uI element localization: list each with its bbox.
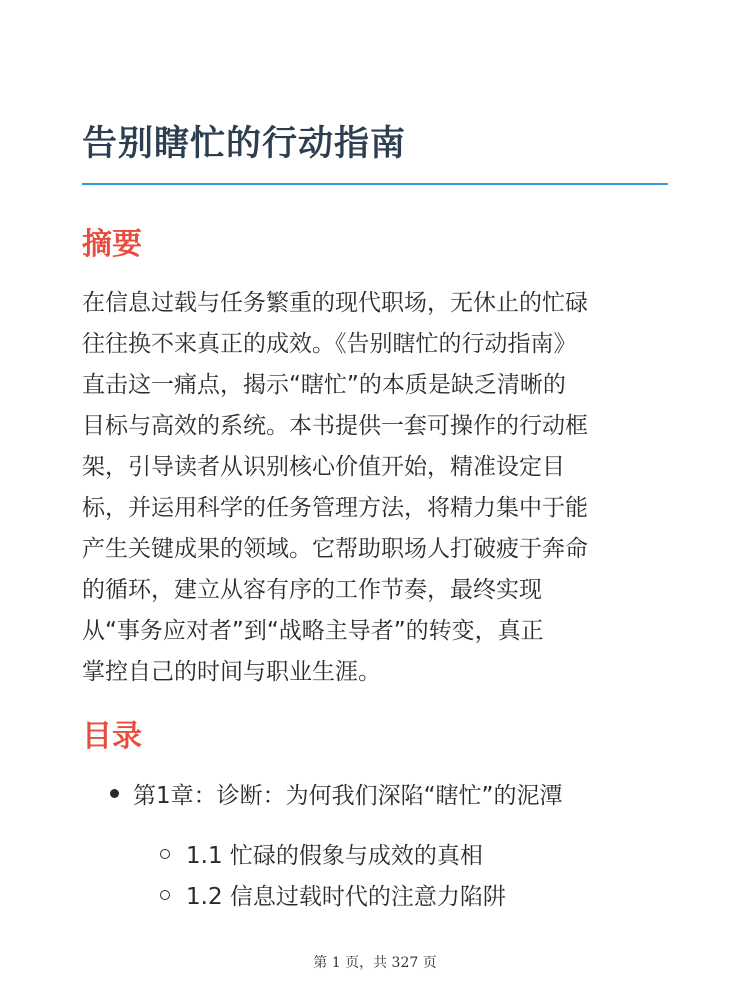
toc-section-1-1-label: 1.1 忙碌的假象与成效的真相 [186,843,483,869]
abstract-heading: 摘要 [82,227,142,262]
abstract-line: 从“事务应对者”到“战略主导者”的转变，真正 [82,618,544,644]
abstract-line: 产生关键成果的领域。它帮助职场人打破疲于奔命 [82,536,588,562]
toc-chapter-1-label: 第1章：诊断：为何我们深陷“瞎忙”的泥潭 [133,783,563,809]
abstract-line: 目标与高效的系统。本书提供一套可操作的行动框 [82,413,588,439]
abstract-line: 往往换不来真正的成效。《告别瞎忙的行动指南》 [82,331,577,357]
toc-section-1-2-label: 1.2 信息过载时代的注意力陷阱 [186,884,506,910]
bullet-circle-icon [160,890,170,900]
abstract-line: 架，引导读者从识别核心价值开始，精准设定目 [82,454,565,480]
abstract-line: 标，并运用科学的任务管理方法，将精力集中于能 [82,495,588,521]
toc-section-1-1[interactable] [160,837,483,870]
abstract-line: 的循环，建立从容有序的工作节奏，最终实现 [82,577,542,603]
title-divider [82,183,668,185]
abstract-line: 掌控自己的时间与职业生涯。 [82,659,381,685]
abstract-line: 在信息过载与任务繁重的现代职场，无休止的忙碌 [82,290,588,316]
bullet-disc-icon [110,789,119,798]
page-footer: 第 1 页，共 327 页 [313,955,437,971]
document-title: 告别瞎忙的行动指南 [82,124,407,164]
bullet-circle-icon [160,849,170,859]
toc-heading: 目录 [82,719,142,754]
abstract-line: 直击这一痛点，揭示“瞎忙”的本质是缺乏清晰的 [82,372,566,398]
abstract-paragraph [82,283,672,693]
toc-section-1-2[interactable] [160,878,506,911]
toc-chapter-1[interactable] [110,777,562,810]
